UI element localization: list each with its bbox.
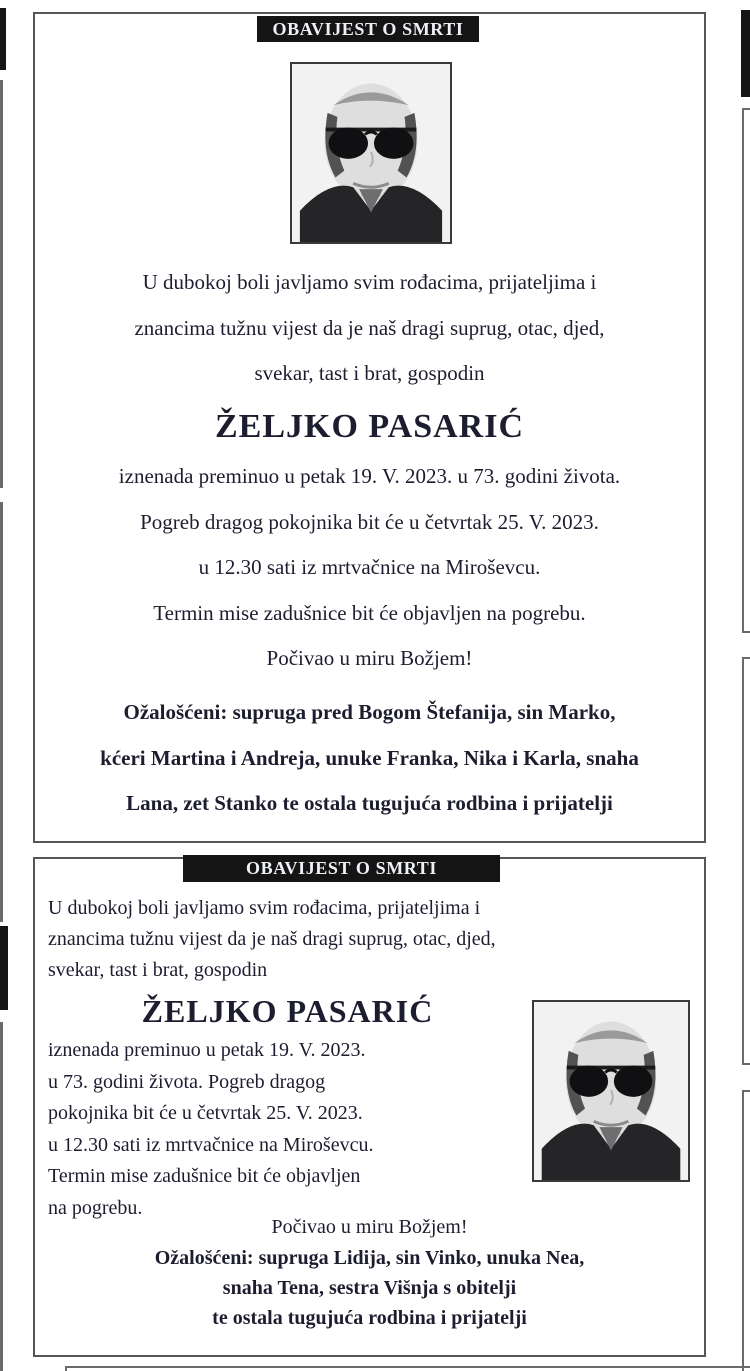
notice-detail-line: na pogrebu. [48,1196,143,1219]
rest-in-peace-line: Počivao u miru Božjem! [266,646,473,670]
adjacent-notice-border-fragment-right-1 [742,108,750,633]
deceased-name: ŽELJKO PASARIĆ [141,993,434,1029]
notice-detail-line: pokojnika bit će u četvrtak 25. V. 2023. [48,1102,363,1124]
mourners-line: te ostala tugujuća rodbina i prijatelji [212,1307,527,1329]
notice-intro-paragraph [48,893,688,986]
mourners-line: snaha Tena, sestra Višnja s obitelji [222,1277,517,1299]
mourners-line: Ožalošćeni: supruga Lidija, sin Vinko, unuka Nea, [154,1247,585,1269]
mourners-line: kćeri Martina i Andreja, unuke Franka, Nika i Karla, snaha [100,745,639,770]
notice-details-paragraph [48,1035,528,1224]
portrait-image [534,1002,688,1180]
deceased-name: ŽELJKO PASARIĆ [214,408,525,445]
notice-details-paragraph [35,454,704,682]
notice-detail-line: Termin mise zadušnice bit će objavljen na pogrebu. [153,600,586,625]
notice-intro-line: U dubokoj boli javljamo svim rođacima, prijateljima i [48,897,481,919]
notice-intro-line: znancima tužnu vijest da je naš dragi suprug, otac, djed, [48,928,496,950]
banner-label: OBAVIJEST O SMRTI [246,858,437,878]
mourners-line: Ožalošćeni: supruga pred Bogom Štefanija, sin Marko, [123,700,616,724]
death-notice-banner [257,16,479,42]
mourners-paragraph [35,690,704,827]
deceased-portrait-photo [290,62,452,244]
notice-intro-line: znancima tužnu vijest da je naš dragi suprug, otac, djed, [134,315,605,340]
mourners-line: Lana, zet Stanko te ostala tugujuća rodbina i prijatelji [126,791,613,815]
adjacent-notice-border-fragment-left-1 [0,80,3,488]
notice-detail-line: Termin mise zadušnice bit će objavljen [48,1165,361,1187]
notice-detail-line: iznenada preminuo u petak 19. V. 2023. [48,1039,366,1061]
notice-detail-line: Pogreb dragog pokojnika bit će u četvrtak 25. V. 2023. [140,509,599,534]
adjacent-notice-banner-fragment-left-bottom [0,926,8,1010]
death-notice-card-1 [33,12,706,843]
banner-label: OBAVIJEST O SMRTI [272,19,464,39]
adjacent-notice-banner-fragment-right-top [741,10,750,97]
adjacent-notice-border-fragment-left-3 [0,1022,3,1371]
death-notice-card-2 [33,857,706,1357]
notice-intro-line: svekar, tast i brat, gospodin [254,361,485,385]
notice-detail-line: u 12.30 sati iz mrtvačnice na Miroševcu. [48,1133,374,1156]
adjacent-notice-border-fragment-bottom [65,1366,750,1371]
rest-in-peace-line: Počivao u miru Božjem! [271,1216,468,1238]
notice-detail-line: iznenada preminuo u petak 19. V. 2023. u 73. godini života. [118,464,621,488]
adjacent-notice-banner-fragment-left-top [0,8,6,70]
notice-intro-line: U dubokoj boli javljamo svim rođacima, prijateljima i [142,270,597,294]
death-notice-banner [183,855,500,882]
adjacent-notice-border-fragment-left-2 [0,502,3,922]
deceased-portrait-photo [532,1000,690,1182]
adjacent-notice-border-fragment-right-2 [742,657,750,1065]
portrait-image [292,64,450,242]
notice-detail-line: u 12.30 sati iz mrtvačnice na Miroševcu. [198,555,541,579]
mourners-paragraph [35,1243,704,1333]
notice-detail-line: u 73. godini života. Pogreb dragog [48,1070,326,1093]
notice-intro-line: svekar, tast i brat, gospodin [48,959,268,981]
notice-intro-paragraph [35,260,704,397]
adjacent-notice-border-fragment-right-3 [742,1090,750,1371]
